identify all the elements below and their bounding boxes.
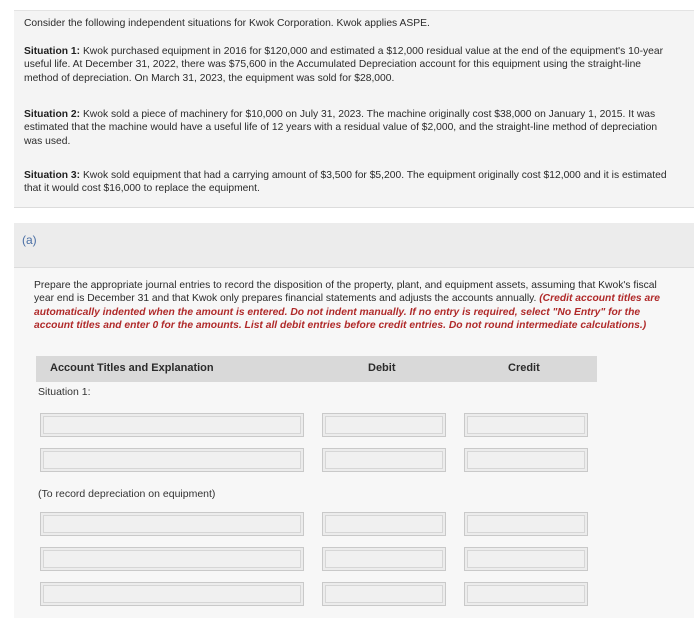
- situation-3-label: Situation 3:: [24, 170, 81, 181]
- account-title-input[interactable]: [40, 512, 304, 536]
- credit-input[interactable]: [464, 547, 588, 571]
- debit-input[interactable]: [322, 582, 446, 606]
- situation-3-text: Kwok sold equipment that had a carrying amount of $3,500 for $5,200. The equipment originally cost $12,000 and it is estimated that it would cost $16,000 to replace the equipment.: [24, 170, 667, 195]
- situation-2-label: Situation 2:: [24, 109, 81, 120]
- header-credit: Credit: [508, 362, 540, 374]
- problem-statement: [14, 10, 694, 208]
- account-title-input[interactable]: [40, 582, 304, 606]
- debit-input[interactable]: [322, 547, 446, 571]
- credit-input[interactable]: [464, 582, 588, 606]
- account-title-input[interactable]: [40, 448, 304, 472]
- situation-2: [24, 108, 674, 148]
- account-title-input[interactable]: [40, 547, 304, 571]
- debit-input[interactable]: [322, 413, 446, 437]
- situation-1: [24, 45, 674, 85]
- credit-input[interactable]: [464, 448, 588, 472]
- debit-input[interactable]: [322, 448, 446, 472]
- part-label: (a): [22, 233, 37, 247]
- instructions-emphasis: (Credit account titles are automatically indented when the amount is entered. Do not indent manually. If no entry is required, select "No Entry" for the account titles and enter 0 for the amounts. List all debit entries before credit entries. Do not round intermediate calculations.): [34, 293, 660, 332]
- situation-1-text: Kwok purchased equipment in 2016 for $120,000 and estimated a $12,000 residual value at the end of the equipment's 10-year useful life. At December 31, 2022, there was $75,600 in the Accumulated Depreciation account for this equipment using the straight-line method of depreciation. On March 31, 2023, the equipment was sold for $28,000.: [24, 46, 664, 84]
- situation-1-label: Situation 1:: [24, 46, 81, 57]
- situation-1-row-label: Situation 1:: [38, 386, 91, 398]
- journal-table-header: [36, 356, 597, 382]
- credit-input[interactable]: [464, 413, 588, 437]
- situation-2-text: Kwok sold a piece of machinery for $10,000 on July 31, 2023. The machine originally cost $38,000 on January 1, 2015. It was estimated that the machine would have a useful life of 12 years with a residual value of $2,000, and the straight-line method of depreciation was used.: [24, 109, 658, 147]
- part-a-panel: [14, 267, 694, 618]
- instructions-text: Prepare the appropriate journal entries to record the disposition of the property, plant, and equipment assets, assuming that Kwok's fiscal year end is December 31 and that Kwok only prepares financial statements and adjusts the accounts annually.: [34, 280, 657, 305]
- part-a-section: [14, 223, 694, 615]
- situation-3: [24, 169, 674, 196]
- header-account: Account Titles and Explanation: [50, 362, 214, 374]
- entry-memo: (To record depreciation on equipment): [38, 488, 216, 500]
- credit-input[interactable]: [464, 512, 588, 536]
- problem-heading: Consider the following independent situations for Kwok Corporation. Kwok applies ASPE.: [24, 18, 430, 29]
- account-title-input[interactable]: [40, 413, 304, 437]
- debit-input[interactable]: [322, 512, 446, 536]
- instructions: [34, 279, 664, 333]
- header-debit: Debit: [368, 362, 396, 374]
